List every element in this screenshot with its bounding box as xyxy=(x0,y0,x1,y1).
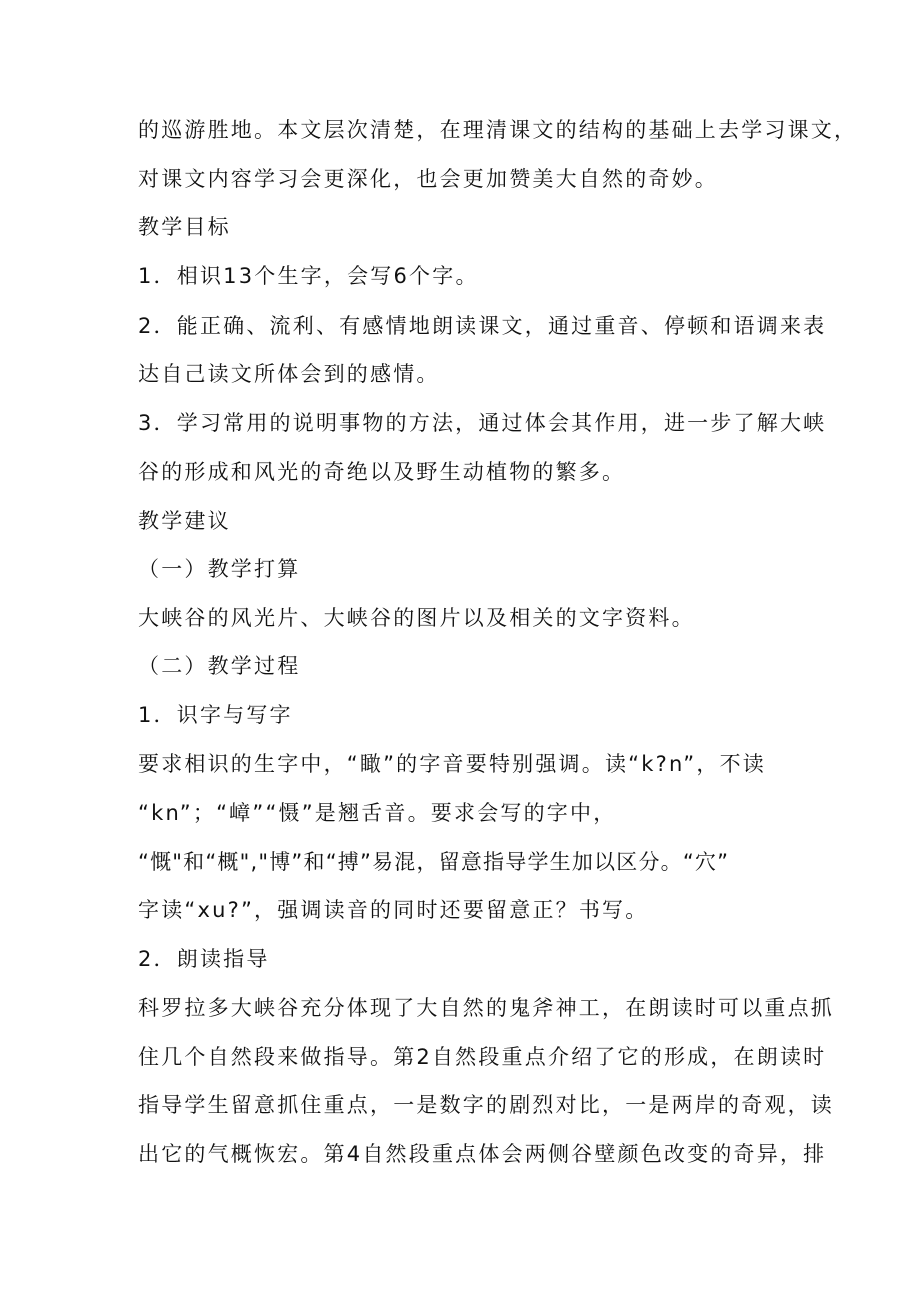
process-item-1-text-1: 要求相识的生字中，“瞰”的字音要特别强调。读“k?n”，不读 xyxy=(138,752,766,776)
subheading-preparation: （一）教学打算 xyxy=(138,557,301,581)
process-item-1-text-2: “kn”；“嶂”“慑”是翘舌音。要求会写的字中， xyxy=(138,801,617,825)
text-line-2: 对课文内容学习会更深化，也会更加赞美大自然的奇妙。 xyxy=(138,167,718,191)
process-item-1-text-4: 字读“xu?”，强调读音的同时还要留意正？书写。 xyxy=(138,898,649,922)
heading-teaching-goals: 教学目标 xyxy=(138,215,231,239)
preparation-text: 大峡谷的风光片、大峡谷的图片以及相关的文字资料。 xyxy=(138,606,695,630)
process-item-2-title: 2．朗读指导 xyxy=(138,947,270,971)
goal-item-2: 2．能正确、流利、有感情地朗读课文，通过重音、停顿和语调来表 xyxy=(138,314,827,338)
process-item-2-text-1: 科罗拉多大峡谷充分体现了大自然的鬼斧神工，在朗读时可以重点抓 xyxy=(138,996,834,1020)
goal-item-2-cont: 达自己读文所体会到的感情。 xyxy=(138,362,440,386)
goal-item-3-cont: 谷的形成和风光的奇绝以及野生动植物的繁多。 xyxy=(138,460,626,484)
process-item-2-text-4: 出它的气概恢宏。第4自然段重点体会两侧谷壁颜色改变的奇异，排 xyxy=(138,1142,827,1166)
goal-item-3: 3．学习常用的说明事物的方法，通过体会其作用，进一步了解大峡 xyxy=(138,411,827,435)
process-item-2-text-3: 指导学生留意抓住重点，一是数字的剧烈对比，一是两岸的奇观，读 xyxy=(138,1093,834,1117)
process-item-1-text-3: “慨"和“概","博”和“搏”易混，留意指导学生加以区分。“穴” xyxy=(138,850,730,874)
text-line-1: 的巡游胜地。本文层次清楚，在理清课文的结构的基础上去学习课文， xyxy=(138,118,858,142)
heading-teaching-suggestions: 教学建议 xyxy=(138,509,231,533)
process-item-2-text-2: 住几个自然段来做指导。第2自然段重点介绍了它的形成，在朗读时 xyxy=(138,1045,827,1069)
subheading-process: （二）教学过程 xyxy=(138,654,301,678)
process-item-1-title: 1．识字与写字 xyxy=(138,703,293,727)
goal-item-1: 1．相识13个生字，会写6个字。 xyxy=(138,264,479,288)
